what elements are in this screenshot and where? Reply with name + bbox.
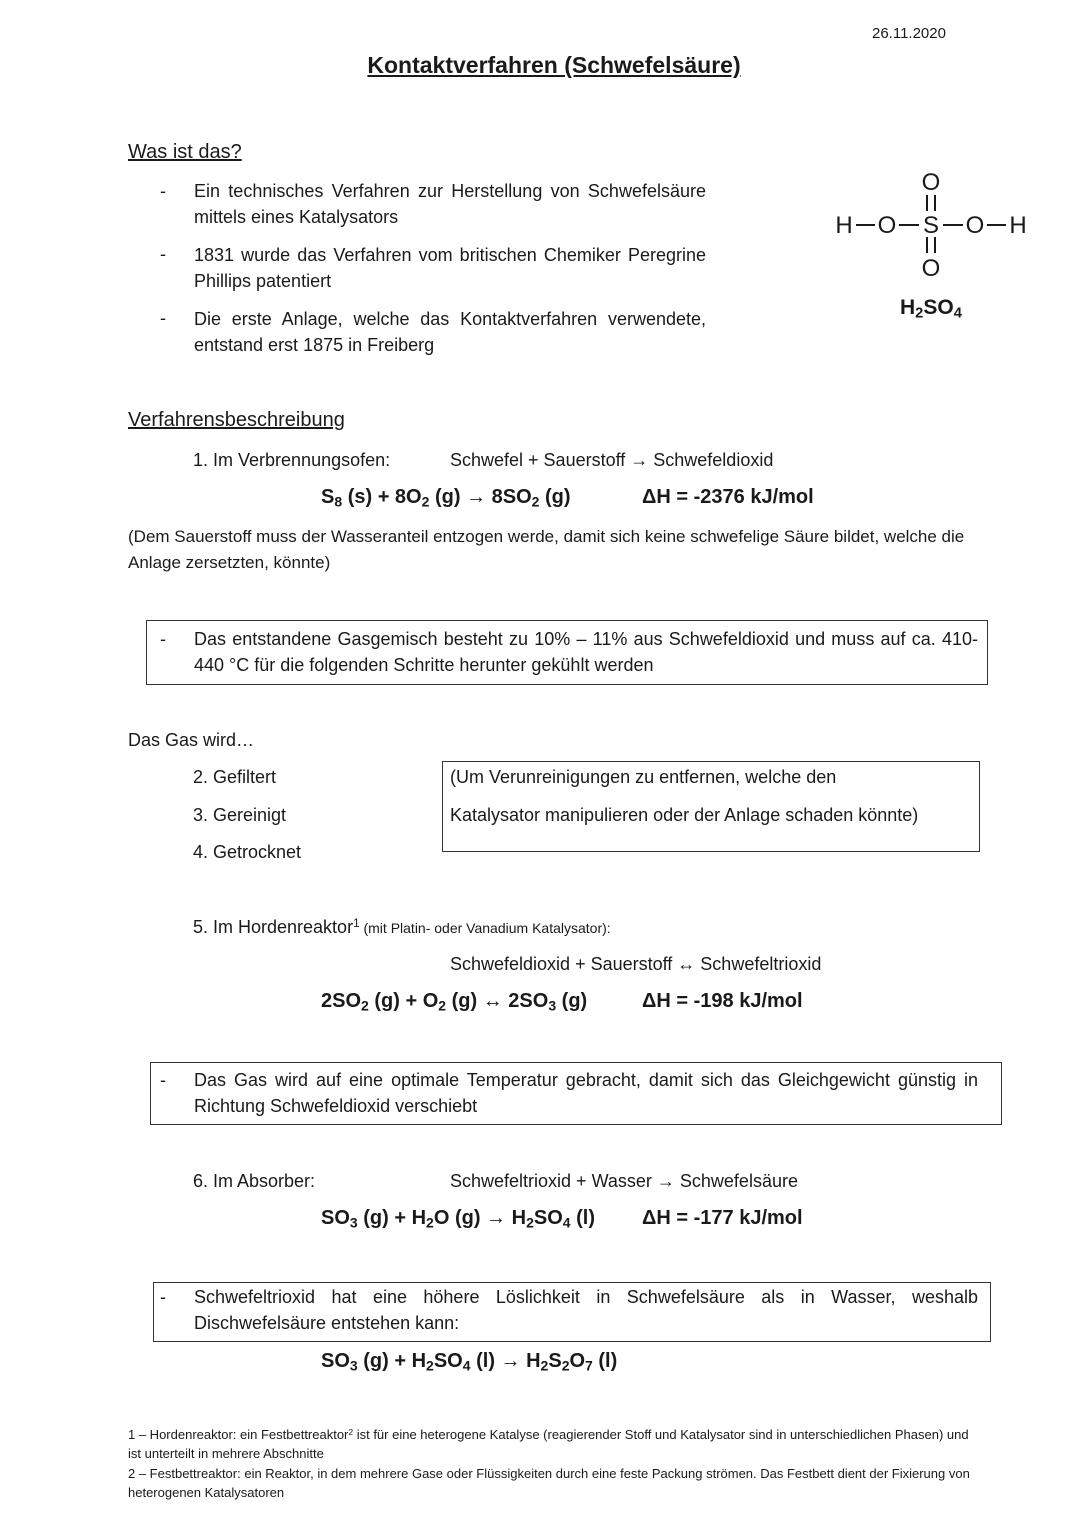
intro-bullet-1: Ein technisches Verfahren zur Herstellung von Schwefelsäure mittels eines Katalysators [194,181,706,227]
structure-right-oxygen: O [965,212,985,239]
bullet-dash: - [160,308,166,328]
footnote-1: 1 – Hordenreaktor: ein Festbettreaktor$^2$ ist für eine heterogene Katalyse (reagierender Stoff und Katalysator sind in unterschiedlichen Phasen) und ist unterteilt in mehrere Abschnitte [128,1426,969,1461]
step5-label: 5. Im Hordenreaktor$^1$ (mit Platin- oder Vanadium Katalysator): [193,917,611,937]
intro-bullet-3: Die erste Anlage, welche das Kontaktverfahren verwendete, entstand erst 1875 in Freiberg [194,309,706,355]
step4-label: 4. Getrocknet [193,842,302,862]
step1-enthalpy: ΔH = -2376 kJ/mol [642,486,814,508]
bullet-dash: - [160,1287,166,1307]
step6-word-equation: Schwefeltrioxid + Wasser → Schwefelsäure [450,1171,798,1191]
step6-enthalpy: ΔH = -177 kJ/mol [642,1207,803,1229]
step5-chemical-equation: $2SO_2$ $(g) + O_2$ (g) ↔ $2SO_3$ (g) [321,990,588,1014]
intro-bullet-2: 1831 wurde das Verfahren vom britischen Chemiker Peregrine Phillips patentiert [194,245,706,291]
section-heading-process: Verfahrensbeschreibung [128,409,345,431]
structure-top-oxygen: O [921,169,941,196]
step1-note: (Dem Sauerstoff muss der Wasseranteil entzogen werde, damit sich keine schwefelige Säure bildet, welche die Anlage zersetzten, könnte) [128,527,965,572]
document-title: Kontaktverfahren (Schwefelsäure) [367,52,741,78]
bullet-dash: - [160,244,166,264]
bullet-dash: - [160,181,166,201]
info-box-gas-mixture-text: Das entstandene Gasgemisch besteht zu 10% – 11% aus Schwefeldioxid und muss auf ca. 410-440 °C für die folgenden Schritte herunter gekühlt werden [194,629,978,675]
info-box-solubility-text: Schwefeltrioxid hat eine höhere Löslichkeit in Schwefelsäure als in Wasser, weshalb Dischwefelsäure entstehen kann: [194,1287,978,1333]
section-heading-intro: Was ist das? [128,141,242,163]
info-box-impurities-line2: Katalysator manipulieren oder der Anlage schaden könnte) [450,805,919,825]
step2-label: 2. Gefiltert [193,767,277,787]
info-box-temperature-text: Das Gas wird auf eine optimale Temperatur gebracht, damit sich das Gleichgewicht günstig in Richtung Schwefeldioxid verschiebt [194,1070,978,1116]
step1-chemical-equation: $S_8$ $(s) + 8O_2$ $(g) \to 8SO_2$ (g) [321,486,571,510]
structure-right-hydrogen: H [1009,212,1027,239]
info-box-impurities-line1: (Um Verunreinigungen zu entfernen, welche den [450,767,837,787]
structure-sulfur: S [922,212,940,239]
structure-bottom-oxygen: O [921,255,941,282]
step3-label: 3. Gereinigt [193,805,287,825]
step6-label: 6. Im Absorber: [193,1171,316,1191]
footnote-ref-1: 1 [353,917,360,931]
step6-chemical-equation: $SO_3$ $(g) + H_2O$ $(g) \to H_2SO_4$ (l) [321,1207,595,1231]
document-date: 26.11.2020 [872,25,946,42]
step1-word-equation: Schwefel + Sauerstoff → Schwefeldioxid [450,450,774,470]
step1-label: 1. Im Verbrennungsofen: [193,450,391,470]
step5-enthalpy: ΔH = -198 kJ/mol [642,990,803,1012]
structure-left-oxygen: O [877,212,897,239]
sulfuric-acid-formula: $H_2SO_4$ [900,296,962,322]
bullet-dash: - [160,1070,166,1090]
footnote-2: 2 – Festbettreaktor: ein Reaktor, in dem mehrere Gase oder Flüssigkeiten durch eine feste Packung strömen. Das Festbett dient der Fixierung von heterogenen Katalysatoren [128,1466,970,1500]
structure-left-hydrogen: H [835,212,853,239]
sulfuric-acid-structure-diagram [830,165,1040,283]
disulfuric-acid-equation: $SO_3$ $(g) + H_2SO_4$ $(l) \to H_2S_2O_7$ (l) [321,1350,618,1374]
step5-word-equation: Schwefeldioxid + Sauerstoff ↔ Schwefeltrioxid [450,954,822,974]
bullet-dash: - [160,629,166,649]
gas-intro-text: Das Gas wird… [128,730,255,750]
